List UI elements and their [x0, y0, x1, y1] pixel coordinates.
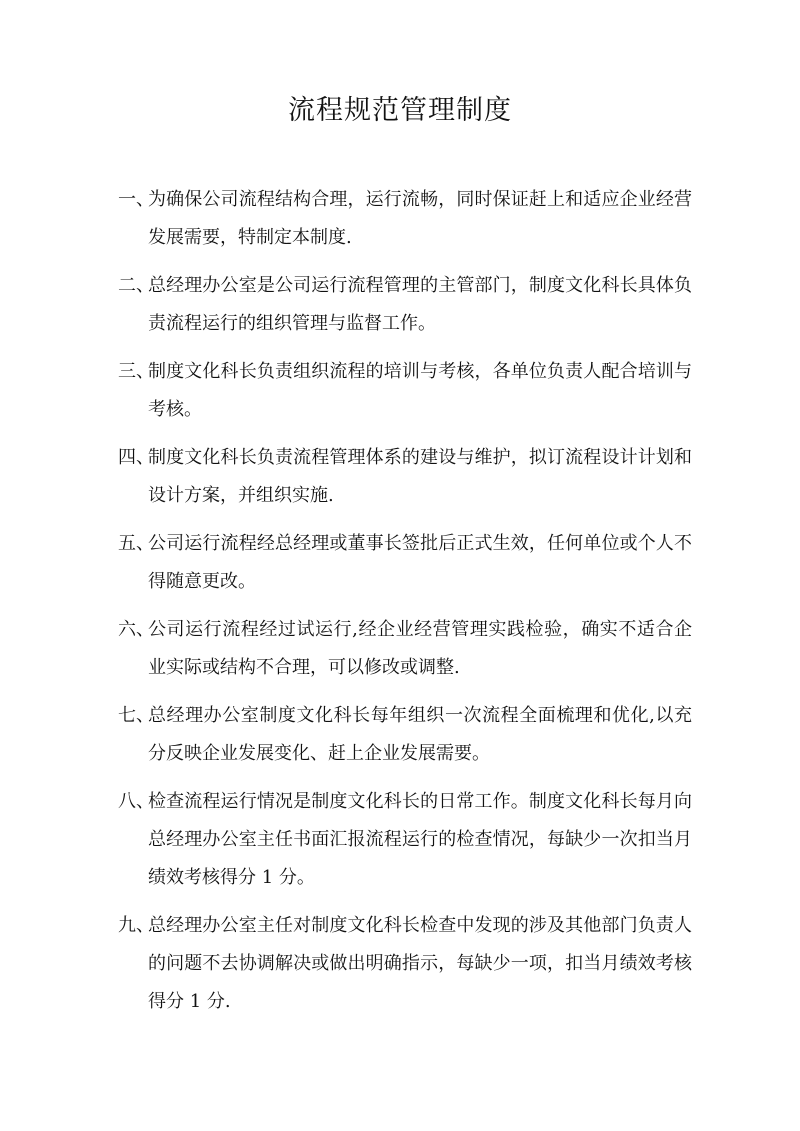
clause-number: 三、 — [118, 361, 154, 382]
clause-5 — [118, 525, 692, 601]
clause-number: 六、 — [118, 619, 154, 640]
clause-text: 公司运行流程经过试运行,经企业经营管理实践检验，确实不适合企业实际或结构不合理，可以修改或调整. — [148, 619, 692, 678]
clause-text: 总经理办公室制度文化科长每年组织一次流程全面梳理和优化,以充分反映企业发展变化、赶上企业发展需要。 — [148, 705, 692, 764]
clause-number: 二、 — [118, 275, 154, 296]
clause-text: 检查流程运行情况是制度文化科长的日常工作。制度文化科长每月向总经理办公室主任书面汇报流程运行的检查情况，每缺少一次扣当月绩效考核得分 1 分。 — [148, 791, 692, 888]
clause-number: 九、 — [118, 915, 154, 936]
document-title: 流程规范管理制度 — [288, 95, 512, 126]
clause-number: 四、 — [118, 447, 154, 468]
clause-text: 总经理办公室是公司运行流程管理的主管部门，制度文化科长具体负责流程运行的组织管理与监督工作。 — [148, 275, 692, 334]
clause-text: 总经理办公室主任对制度文化科长检查中发现的涉及其他部门负责人的问题不去协调解决或做出明确指示，每缺少一项，扣当月绩效考核得分 1 分. — [148, 915, 692, 1012]
clause-1 — [118, 181, 692, 257]
clause-number: 一、 — [118, 189, 154, 210]
clause-9 — [118, 907, 692, 1021]
clause-6 — [118, 611, 692, 687]
clause-2 — [118, 267, 692, 343]
clause-text: 为确保公司流程结构合理，运行流畅，同时保证赶上和适应企业经营发展需要，特制定本制度. — [148, 189, 692, 248]
clause-list — [118, 181, 692, 1031]
clause-4 — [118, 439, 692, 515]
clause-text: 制度文化科长负责流程管理体系的建设与维护，拟订流程设计计划和设计方案，并组织实施. — [148, 447, 692, 506]
clause-number: 八、 — [118, 791, 154, 812]
clause-text: 公司运行流程经总经理或董事长签批后正式生效，任何单位或个人不得随意更改。 — [148, 533, 692, 592]
clause-number: 七、 — [118, 705, 154, 726]
clause-text: 制度文化科长负责组织流程的培训与考核，各单位负责人配合培训与考核。 — [148, 361, 692, 420]
clause-3 — [118, 353, 692, 429]
clause-8 — [118, 783, 692, 897]
clause-number: 五、 — [118, 533, 154, 554]
clause-7 — [118, 697, 692, 773]
